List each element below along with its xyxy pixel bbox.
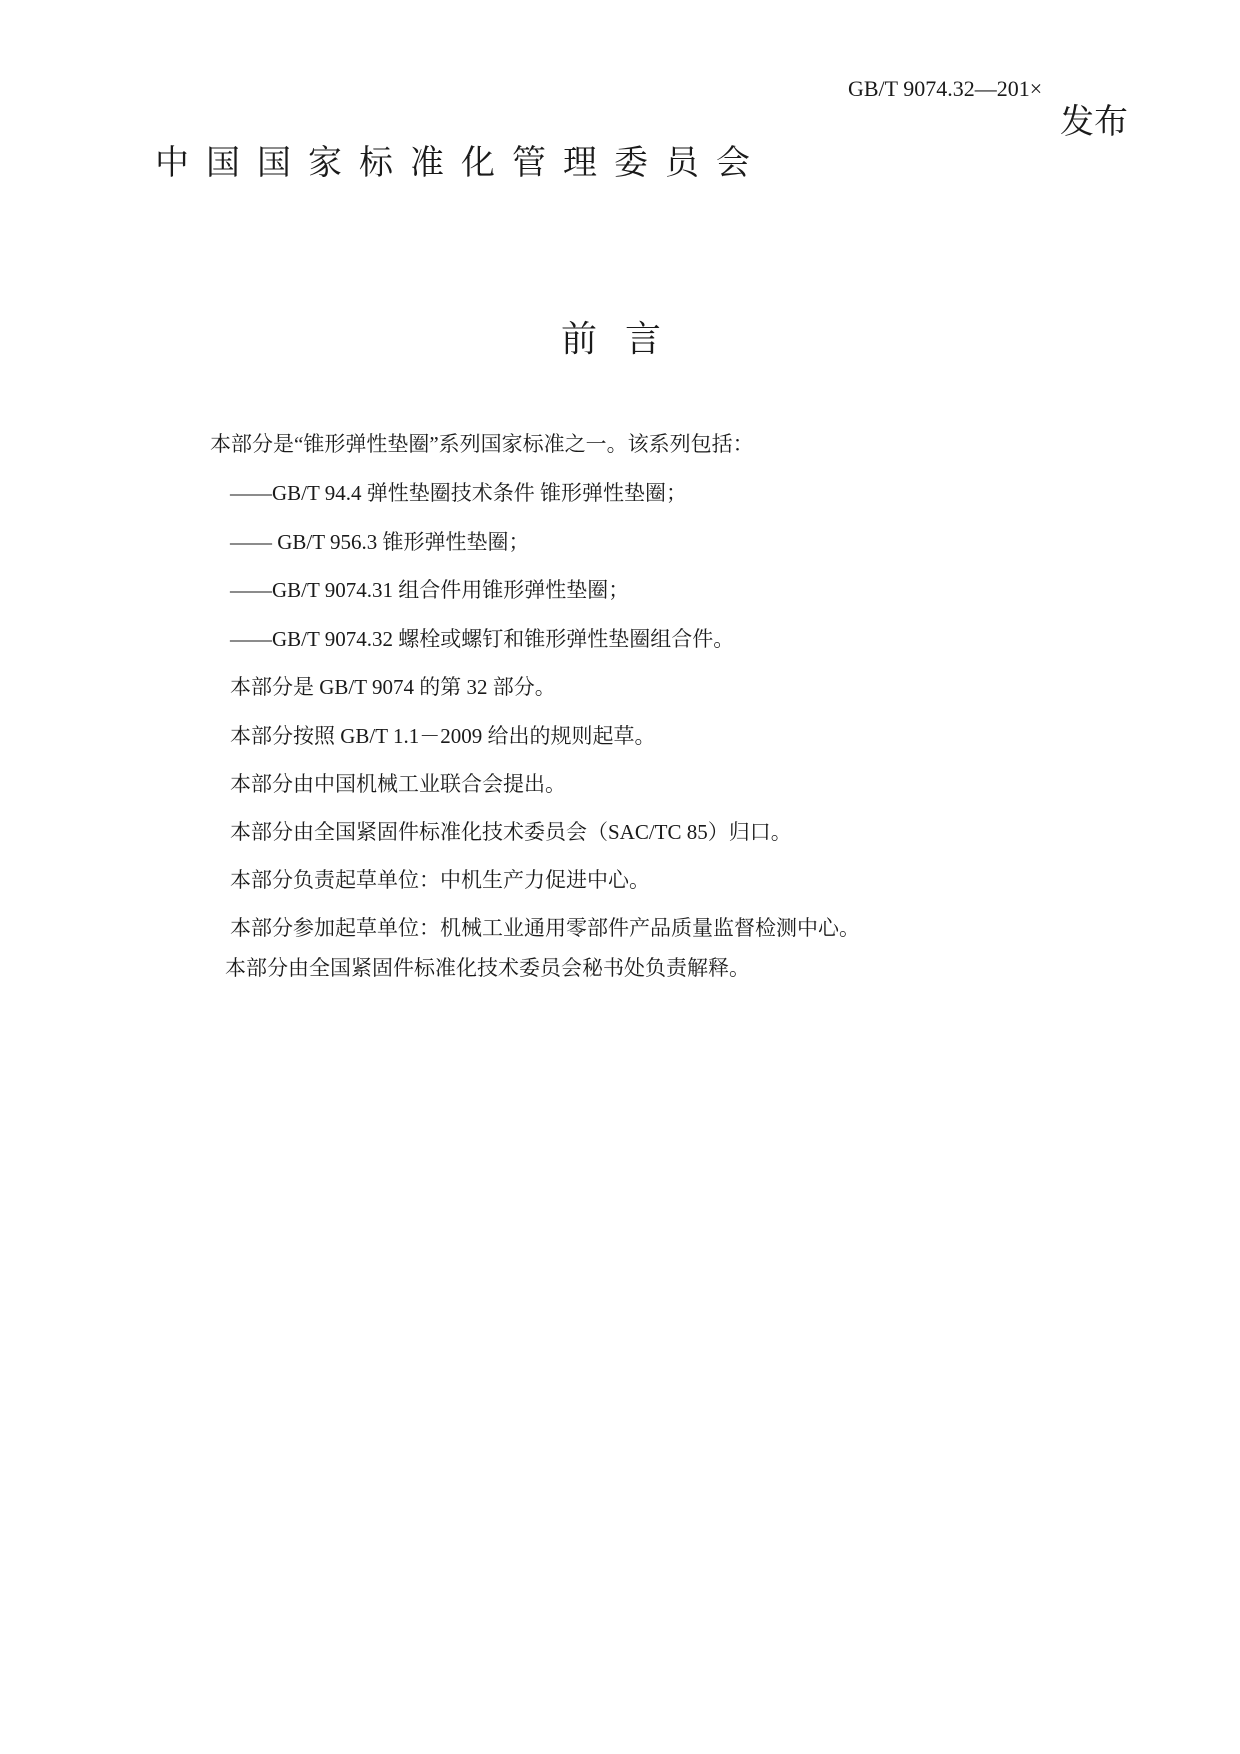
- series-list-item: ——GB/T 9074.31 组合件用锥形弹性垫圈；: [230, 578, 630, 602]
- series-list-item: ——GB/T 94.4 弹性垫圈技术条件 锥形弹性垫圈；: [230, 481, 687, 505]
- foreword-title: 前言: [560, 319, 689, 360]
- series-list-item: —— GB/T 956.3 锥形弹性垫圈；: [230, 530, 530, 554]
- foreword-paragraph: 本部分由全国紧固件标准化技术委员会（SAC/TC 85）归口。: [230, 820, 792, 844]
- publish-label: 发布: [1060, 102, 1128, 142]
- foreword-paragraph: 本部分由全国紧固件标准化技术委员会秘书处负责解释。: [225, 956, 750, 980]
- foreword-paragraph: 本部分是“锥形弹性垫圈”系列国家标准之一。该系列包括：: [210, 432, 754, 456]
- foreword-paragraph: 本部分按照 GB/T 1.1－2009 给出的规则起草。: [230, 724, 656, 748]
- foreword-paragraph: 本部分是 GB/T 9074 的第 32 部分。: [230, 675, 556, 699]
- issuing-organization: 中国国家标准化管理委员会: [155, 143, 767, 183]
- foreword-paragraph: 本部分负责起草单位：中机生产力促进中心。: [230, 868, 650, 892]
- foreword-paragraph: 本部分参加起草单位：机械工业通用零部件产品质量监督检测中心。: [230, 916, 860, 940]
- series-list-item: ——GB/T 9074.32 螺栓或螺钉和锥形弹性垫圈组合件。: [230, 627, 735, 651]
- foreword-paragraph: 本部分由中国机械工业联合会提出。: [230, 772, 566, 796]
- standard-number: GB/T 9074.32—201×: [848, 76, 1043, 101]
